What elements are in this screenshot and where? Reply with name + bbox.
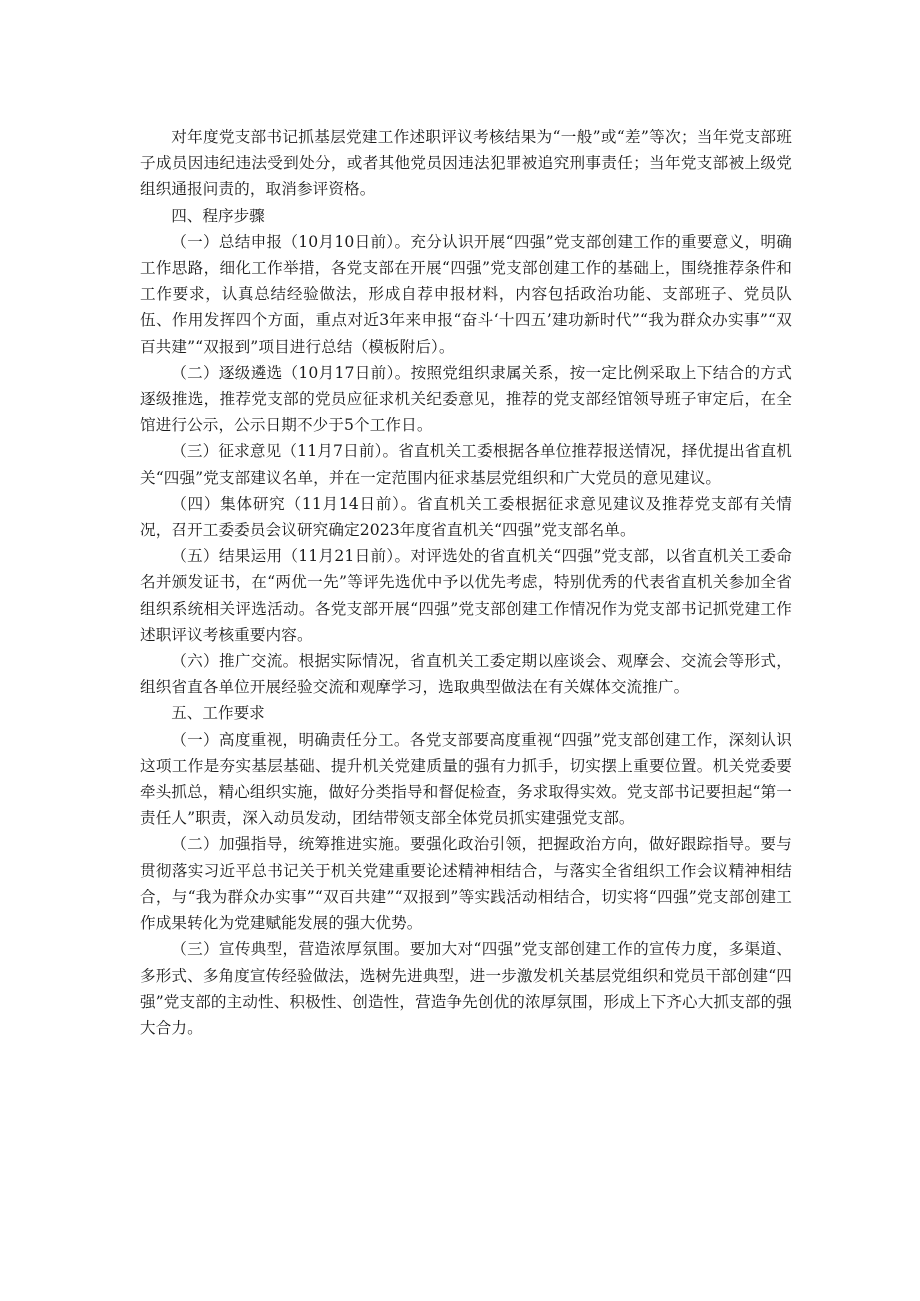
paragraph-step-2: （二）逐级遴选（10月17日前）。按照党组织隶属关系，按一定比例采取上下结合的方式逐级推选，推荐党支部的党员应征求机关纪委意见，推荐的党支部经馆领导班子审定后，在全馆进行公示，公示日期不少于5个工作日。 — [140, 363, 792, 435]
paragraph-step-3: （三）征求意见（11月7日前）。省直机关工委根据各单位推荐报送情况，择优提出省直机关“四强”党支部建议名单，并在一定范围内征求基层党组织和广大党员的意见建议。 — [140, 442, 792, 487]
paragraph-requirement-2: （二）加强指导，统筹推进实施。要强化政治引领，把握政治方向，做好跟踪指导。要与贯彻落实习近平总书记关于机关党建重要论述精神相结合，与落实全省组织工作会议精神相结合，与“我为群众办实事”“双百共建”“双报到”等实践活动相结合，切实将“四强”党支部创建工作成果转化为党建赋能发展的强大优势。 — [140, 835, 792, 933]
document-body — [140, 124, 792, 1041]
section-heading-requirements: 五、工作要求 — [171, 704, 265, 723]
paragraph-requirement-1: （一）高度重视，明确责任分工。各党支部要高度重视“四强”党支部创建工作，深刻认识这项工作是夯实基层基础、提升机关党建质量的强有力抓手，切实摆上重要位置。机关党委要牵头抓总，精心组织实施，做好分类指导和督促检查，务求取得实效。党支部书记要担起“第一责任人”职责，深入动员发动，团结带领支部全体党员抓实建强党支部。 — [140, 730, 792, 828]
paragraph-step-4: （四）集体研究（11月14日前）。省直机关工委根据征求意见建议及推荐党支部有关情况，召开工委委员会议研究确定2023年度省直机关“四强”党支部名单。 — [140, 494, 792, 540]
paragraph-step-1: （一）总结申报（10月10日前）。充分认识开展“四强”党支部创建工作的重要意义，明确工作思路，细化工作举措，各党支部在开展“四强”党支部创建工作的基础上，围绕推荐条件和工作要求，认真总结经验做法，形成自荐申报材料，内容包括政治功能、支部班子、党员队伍、作用发挥四个方面，重点对近3年来申报“奋斗‘十四五’建功新时代”“我为群众办实事”“双百共建”“双报到”项目进行总结（模板附后）。 — [140, 232, 792, 356]
paragraph-step-6: （六）推广交流。根据实际情况，省直机关工委定期以座谈会、观摩会、交流会等形式，组织省直各单位开展经验交流和观摩学习，选取典型做法在有关媒体交流推广。 — [140, 652, 792, 697]
paragraph-requirement-3: （三）宣传典型，营造浓厚氛围。要加大对“四强”党支部创建工作的宣传力度，多渠道、多形式、多角度宣传经验做法，选树先进典型，进一步激发机关基层党组织和党员干部创建“四强”党支部的主动性、积极性、创造性，营造争先创优的浓厚氛围，形成上下齐心大抓支部的强大合力。 — [140, 940, 792, 1037]
paragraph-eligibility: 对年度党支部书记抓基层党建工作述职评议考核结果为“一般”或“差”等次；当年党支部班子成员因违纪违法受到处分，或者其他党员因违法犯罪被追究刑事责任；当年党支部被上级党组织通报问责的，取消参评资格。 — [140, 128, 792, 199]
section-heading-procedure: 四、程序步骤 — [171, 206, 265, 225]
paragraph-step-5: （五）结果运用（11月21日前）。对评选处的省直机关“四强”党支部，以省直机关工委命名并颁发证书，在“两优一先”等评先选优中予以优先考虑，特别优秀的代表省直机关参加全省组织系统相关评选活动。各党支部开展“四强”党支部创建工作情况作为党支部书记抓党建工作述职评议考核重要内容。 — [140, 547, 792, 644]
